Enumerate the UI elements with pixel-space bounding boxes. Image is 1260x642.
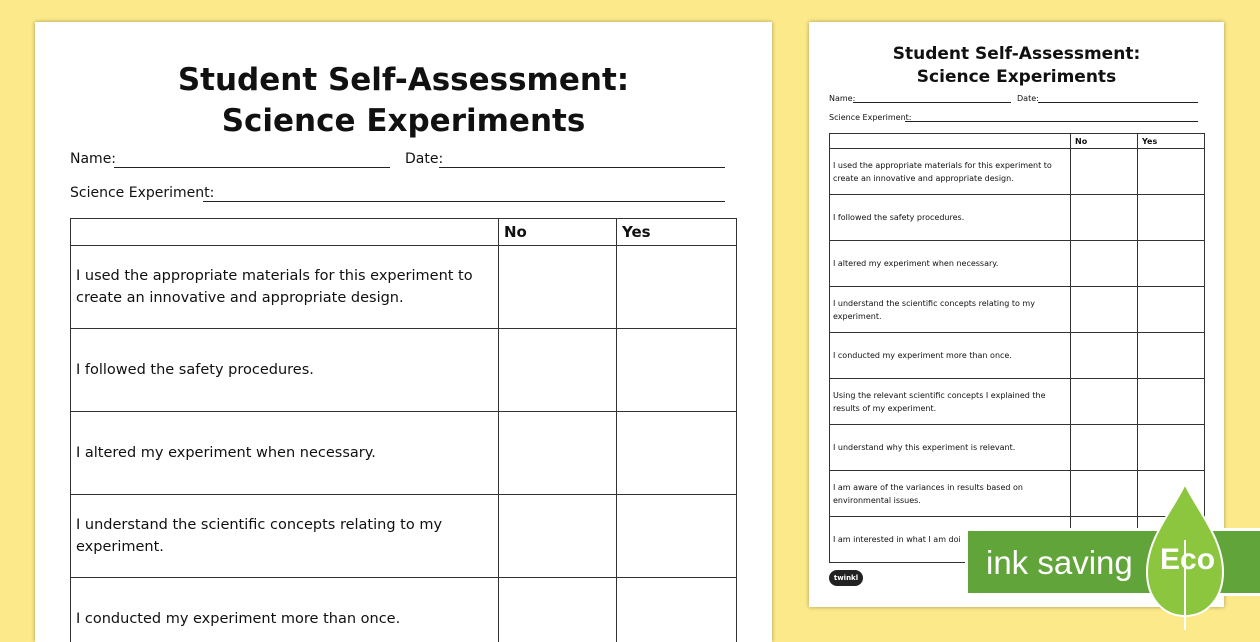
statement-cell: I am interested in what I am doi <box>830 517 1071 563</box>
header-yes: Yes <box>1138 134 1205 149</box>
assessment-table <box>70 218 737 642</box>
statement-cell: I conducted my experiment more than once. <box>71 578 499 642</box>
worksheet-title <box>35 60 772 142</box>
statement-cell: I used the appropriate materials for this experiment to create an innovative and appropriate design. <box>830 149 1071 195</box>
table-header-row <box>830 134 1205 149</box>
worksheet-page-large <box>35 22 772 642</box>
statement-cell: I conducted my experiment more than once. <box>830 333 1071 379</box>
table-row <box>71 495 737 578</box>
table-row <box>71 412 737 495</box>
table-row <box>830 149 1205 195</box>
date-label: Date: <box>1017 94 1039 103</box>
date-line <box>1038 102 1198 103</box>
worksheet-title-small <box>809 43 1224 89</box>
name-label: Name: <box>70 151 116 167</box>
name-line <box>853 102 1011 103</box>
header-statement <box>71 219 499 246</box>
no-cell <box>499 495 617 578</box>
table-row <box>830 425 1205 471</box>
ink-saving-text: ink saving <box>986 543 1133 583</box>
name-label: Name: <box>829 94 855 103</box>
date-label: Date: <box>405 151 443 167</box>
no-cell <box>1071 241 1138 287</box>
no-cell <box>499 246 617 329</box>
yes-cell <box>617 578 737 642</box>
yes-cell <box>617 329 737 412</box>
statement-cell: I understand the scientific concepts relating to my experiment. <box>830 287 1071 333</box>
experiment-label: Science Experiment: <box>70 185 214 201</box>
title-line-1: Student Self-Assessment: <box>178 62 629 98</box>
table-row <box>71 246 737 329</box>
table-row <box>830 195 1205 241</box>
statement-cell: I am aware of the variances in results based on environmental issues. <box>830 471 1071 517</box>
name-line <box>114 167 390 168</box>
yes-cell <box>617 412 737 495</box>
no-cell <box>499 578 617 642</box>
no-cell <box>1071 149 1138 195</box>
no-cell <box>499 412 617 495</box>
table-row <box>71 578 737 642</box>
yes-cell <box>1138 149 1205 195</box>
table-row <box>71 329 737 412</box>
yes-cell <box>1138 287 1205 333</box>
title-line-2: Science Experiments <box>917 67 1116 87</box>
header-no: No <box>499 219 617 246</box>
statement-cell: I altered my experiment when necessary. <box>71 412 499 495</box>
yes-cell <box>1138 379 1205 425</box>
table-row <box>830 241 1205 287</box>
statement-cell: I used the appropriate materials for this experiment to create an innovative and appropriate design. <box>71 246 499 329</box>
no-cell <box>1071 379 1138 425</box>
table-row <box>830 333 1205 379</box>
no-cell <box>1071 471 1138 517</box>
twinkl-logo: twinkl <box>829 570 863 586</box>
header-no: No <box>1071 134 1138 149</box>
table-row <box>830 287 1205 333</box>
yes-cell <box>617 495 737 578</box>
statement-cell: I understand why this experiment is relevant. <box>830 425 1071 471</box>
experiment-label: Science Experiment: <box>829 113 911 122</box>
yes-cell <box>1138 195 1205 241</box>
statement-cell: I understand the scientific concepts relating to my experiment. <box>71 495 499 578</box>
yes-cell <box>1138 333 1205 379</box>
yes-cell <box>617 246 737 329</box>
header-yes: Yes <box>617 219 737 246</box>
no-cell <box>1071 195 1138 241</box>
statement-cell: I followed the safety procedures. <box>830 195 1071 241</box>
statement-cell: I followed the safety procedures. <box>71 329 499 412</box>
no-cell <box>1071 425 1138 471</box>
no-cell <box>499 329 617 412</box>
yes-cell <box>1138 425 1205 471</box>
no-cell <box>1071 333 1138 379</box>
header-statement <box>830 134 1071 149</box>
statement-cell: Using the relevant scientific concepts I explained the results of my experiment. <box>830 379 1071 425</box>
date-line <box>439 167 725 168</box>
statement-cell: I altered my experiment when necessary. <box>830 241 1071 287</box>
yes-cell <box>1138 241 1205 287</box>
experiment-line <box>905 121 1198 122</box>
table-header-row <box>71 219 737 246</box>
title-line-2: Science Experiments <box>222 103 586 139</box>
experiment-line <box>203 201 725 202</box>
title-line-1: Student Self-Assessment: <box>893 44 1141 64</box>
no-cell <box>1071 287 1138 333</box>
table-row <box>830 379 1205 425</box>
eco-label: Eco <box>1160 542 1215 578</box>
